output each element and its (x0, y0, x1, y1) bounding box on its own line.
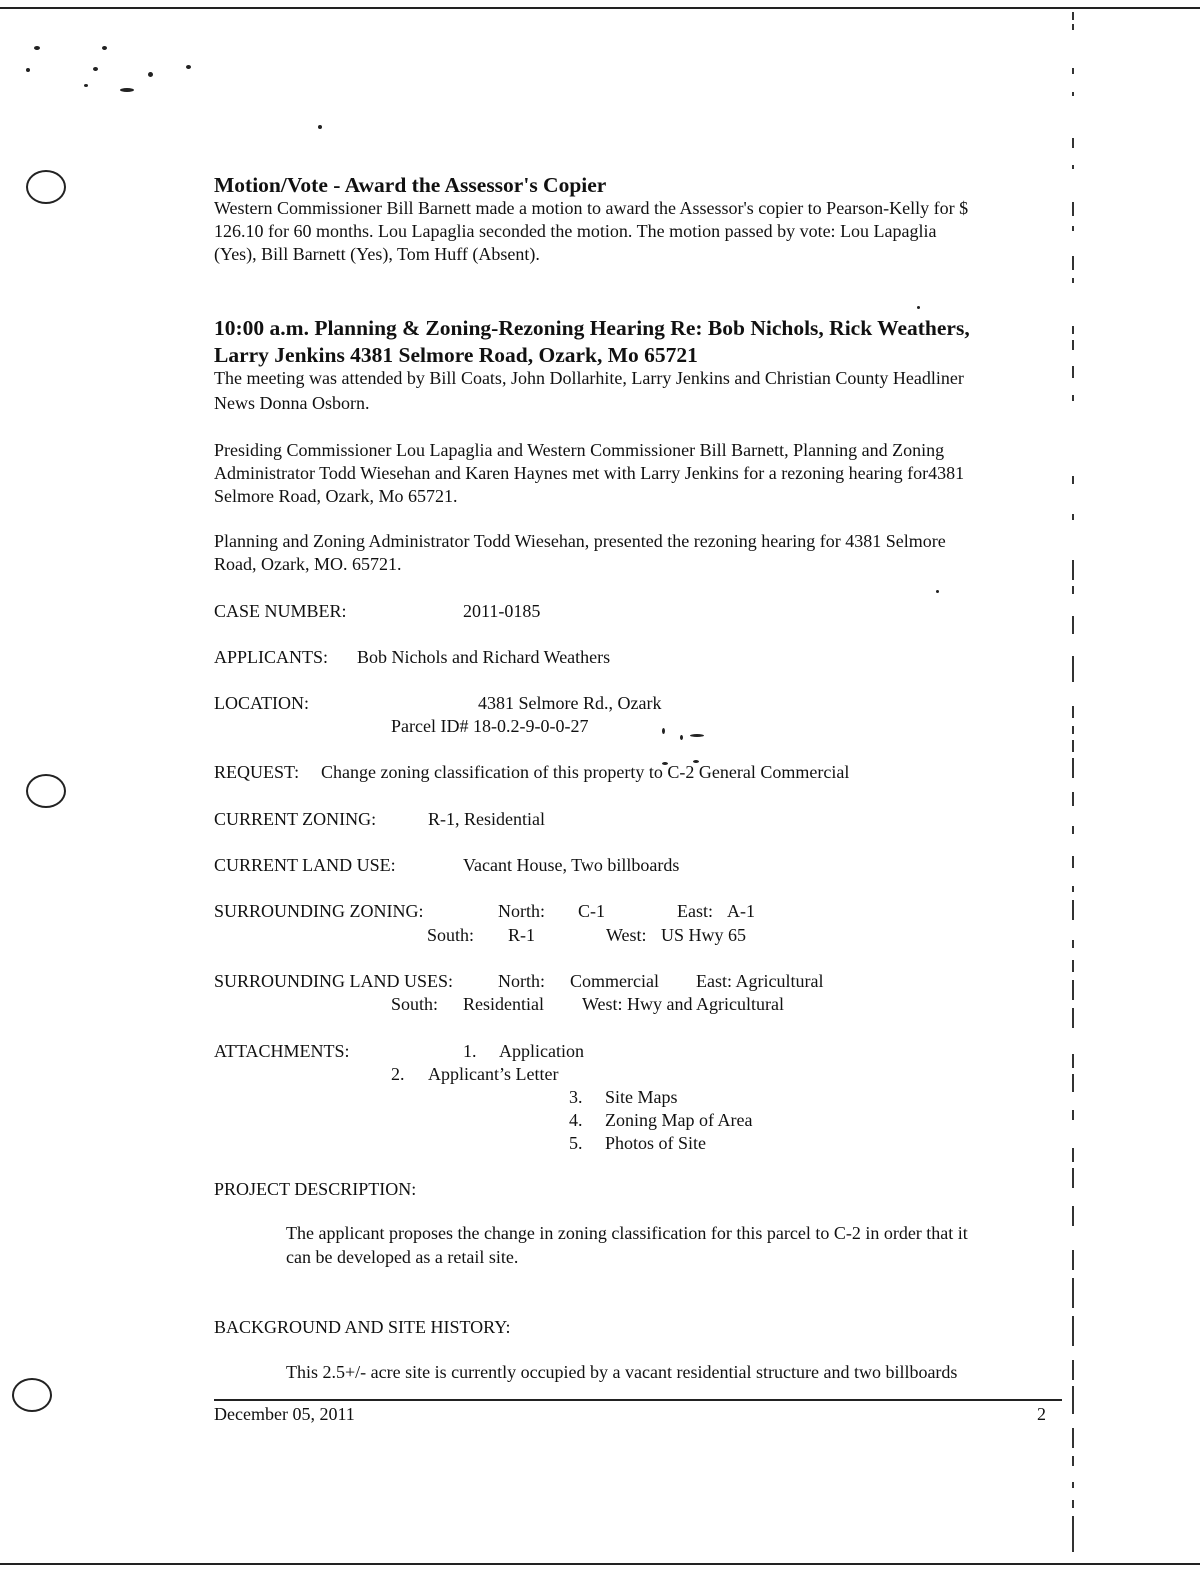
attachment-item: Site Maps (605, 1087, 678, 1107)
attachment-item: Applicant’s Letter (428, 1064, 559, 1084)
project-description-line-1: The applicant proposes the change in zoning classification for this parcel to C-2 in order that it (286, 1223, 968, 1243)
current-zoning-label: CURRENT ZONING: (214, 809, 377, 829)
page-number: 2 (1037, 1404, 1046, 1424)
punch-hole-top (26, 170, 66, 204)
presiding-line-1: Presiding Commissioner Lou Lapaglia and Western Commissioner Bill Barnett, Planning and Zoning (214, 440, 945, 460)
punch-hole-bottom (12, 1378, 52, 1412)
zoning-west-value: US Hwy 65 (661, 925, 747, 945)
attachment-item: Photos of Site (605, 1133, 707, 1153)
attachments-label: ATTACHMENTS: (214, 1041, 350, 1061)
land-use-east: East: Agricultural (696, 971, 824, 991)
current-zoning-value: R-1, Residential (428, 809, 545, 829)
top-scan-border (0, 7, 1200, 9)
presiding-line-2: Administrator Todd Wiesehan and Karen Haynes met with Larry Jenkins for a rezoning hearing for4381 (214, 463, 965, 483)
hearing-heading-line-2: Larry Jenkins 4381 Selmore Road, Ozark, Mo 65721 (214, 343, 698, 367)
zoning-north-label: North: (498, 901, 545, 921)
background-label: BACKGROUND AND SITE HISTORY: (214, 1317, 511, 1337)
case-number-label: CASE NUMBER: (214, 601, 347, 621)
motion-text-line-2: 126.10 for 60 months. Lou Lapaglia seconded the motion. The motion passed by vote: Lou Lapaglia (214, 221, 937, 241)
bottom-scan-border (0, 1563, 1200, 1565)
attachment-number: 3. (569, 1087, 583, 1107)
request-value: Change zoning classification of this property to C-2 General Commercial (321, 762, 850, 782)
land-use-south-label: South: (391, 994, 439, 1014)
attendance-line-2: News Donna Osborn. (214, 393, 370, 413)
project-description-label: PROJECT DESCRIPTION: (214, 1179, 417, 1199)
land-use-north-value: Commercial (570, 971, 659, 991)
hearing-heading-line-1: 10:00 a.m. Planning & Zoning-Rezoning Hearing Re: Bob Nichols, Rick Weathers, (214, 316, 970, 340)
presiding-line-3: Selmore Road, Ozark, Mo 65721. (214, 486, 458, 506)
zoning-north-value: C-1 (578, 901, 605, 921)
attachment-item: Zoning Map of Area (605, 1110, 753, 1130)
land-use-north-label: North: (498, 971, 545, 991)
presented-line-2: Road, Ozark, MO. 65721. (214, 554, 402, 574)
punch-hole-middle (26, 774, 66, 808)
footer-date: December 05, 2011 (214, 1404, 355, 1424)
attachment-item: Application (499, 1041, 584, 1061)
location-value: 4381 Selmore Rd., Ozark (478, 693, 662, 713)
project-description-line-2: can be developed as a retail site. (286, 1247, 519, 1267)
attachment-number: 4. (569, 1110, 583, 1130)
location-label: LOCATION: (214, 693, 309, 713)
attachment-number: 5. (569, 1133, 583, 1153)
attendance-line-1: The meeting was attended by Bill Coats, John Dollarhite, Larry Jenkins and Christian County Headliner (214, 368, 964, 388)
motion-heading: Motion/Vote - Award the Assessor's Copier (214, 173, 607, 197)
current-land-use-label: CURRENT LAND USE: (214, 855, 396, 875)
background-line-1: This 2.5+/- acre site is currently occupied by a vacant residential structure and two billboards (286, 1362, 958, 1382)
parcel-id: Parcel ID# 18-0.2-9-0-0-27 (391, 716, 589, 736)
land-use-west: West: Hwy and Agricultural (582, 994, 785, 1014)
surrounding-land-uses-label: SURROUNDING LAND USES: (214, 971, 454, 991)
zoning-east-label: East: (677, 901, 713, 921)
motion-text-line-3: (Yes), Bill Barnett (Yes), Tom Huff (Absent). (214, 244, 540, 264)
footer-rule (214, 1399, 1062, 1401)
land-use-south-value: Residential (463, 994, 544, 1014)
zoning-west-label: West: (606, 925, 647, 945)
current-land-use-value: Vacant House, Two billboards (463, 855, 680, 875)
request-label: REQUEST: (214, 762, 300, 782)
zoning-east-value: A-1 (727, 901, 755, 921)
motion-text-line-1: Western Commissioner Bill Barnett made a motion to award the Assessor's copier to Pearson-Kelly for $ (214, 198, 969, 218)
zoning-south-label: South: (427, 925, 475, 945)
applicants-value: Bob Nichols and Richard Weathers (357, 647, 611, 667)
attachment-number: 1. (463, 1041, 477, 1061)
presented-line-1: Planning and Zoning Administrator Todd Wiesehan, presented the rezoning hearing for 4381 Selmore (214, 531, 946, 551)
surrounding-zoning-label: SURROUNDING ZONING: (214, 901, 424, 921)
zoning-south-value: R-1 (508, 925, 535, 945)
attachment-number: 2. (391, 1064, 405, 1084)
applicants-label: APPLICANTS: (214, 647, 329, 667)
case-number-value: 2011-0185 (463, 601, 541, 621)
